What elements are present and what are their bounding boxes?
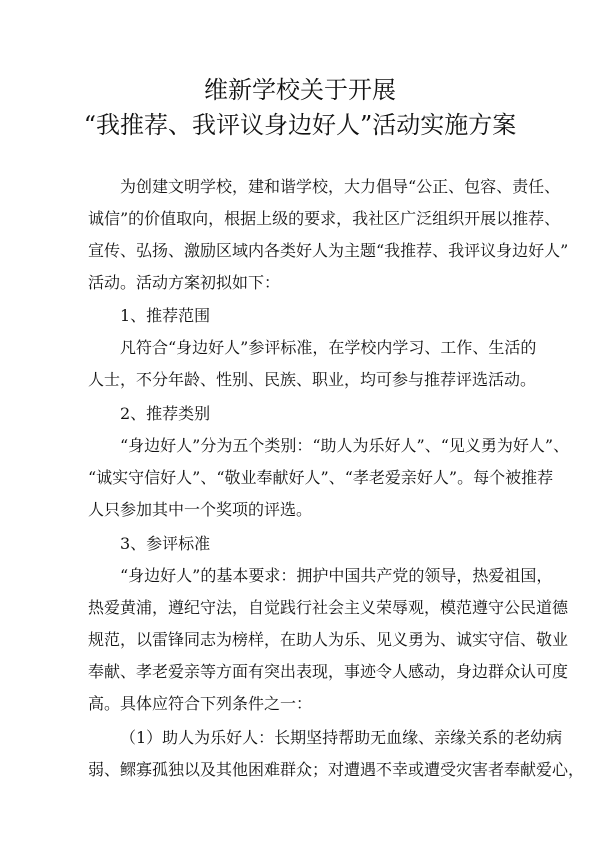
section-2-line-2: “诚实守信好人”、“敬业奉献好人”、“孝老爱亲好人”。每个被推荐 <box>88 468 554 487</box>
intro-line-2: 诚信”的价值取向，根据上级的要求，我社区广泛组织开展以推荐、 <box>88 209 561 228</box>
section-2-heading: 2、推荐类别 <box>120 404 211 423</box>
section-2-line-1: “身边好人”分为五个类别：“助人为乐好人”、“见义勇为好人”、 <box>120 436 570 455</box>
section-1-line-2: 人士，不分年龄、性别、民族、职业，均可参与推荐评选活动。 <box>88 370 537 389</box>
section-2-line-3: 人只参加其中一个奖项的评选。 <box>88 500 313 519</box>
item-1-line-2: 弱、鳏寡孤独以及其他困难群众；对遭遇不幸或遭受灾害者奉献爱心， <box>88 760 585 779</box>
section-3-heading: 3、参评标准 <box>120 534 211 553</box>
title-line-2: “我推荐、我评议身边好人”活动实施方案 <box>83 111 517 139</box>
section-1-heading: 1、推荐范围 <box>120 306 211 325</box>
section-3-line-5: 高。具体应符合下列条件之一： <box>88 694 313 713</box>
intro-line-1: 为创建文明学校，建和谐学校，大力倡导“公正、包容、责任、 <box>120 177 561 196</box>
item-1-line-1: （1）助人为乐好人：长期坚持帮助无血缘、亲缘关系的老幼病 <box>120 728 563 747</box>
section-3-line-2: 热爱黄浦，遵纪守法，自觉践行社会主义荣辱观，模范遵守公民道德 <box>88 598 569 617</box>
section-1-line-1: 凡符合“身边好人”参评标准，在学校内学习、工作、生活的 <box>120 338 537 357</box>
section-3-line-1: “身边好人”的基本要求：拥护中国共产党的领导，热爱祖国， <box>120 566 553 585</box>
section-3-line-3: 规范，以雷锋同志为榜样，在助人为乐、见义勇为、诚实守信、敬业 <box>88 630 569 649</box>
intro-line-3: 宣传、弘扬、激励区域内各类好人为主题“我推荐、我评议身边好人” <box>88 241 569 260</box>
section-3-line-4: 奉献、孝老爱亲等方面有突出表现，事迹令人感动，身边群众认可度 <box>88 662 569 681</box>
title-line-1: 维新学校关于开展 <box>204 76 396 104</box>
intro-line-4: 活动。活动方案初拟如下： <box>88 273 281 292</box>
